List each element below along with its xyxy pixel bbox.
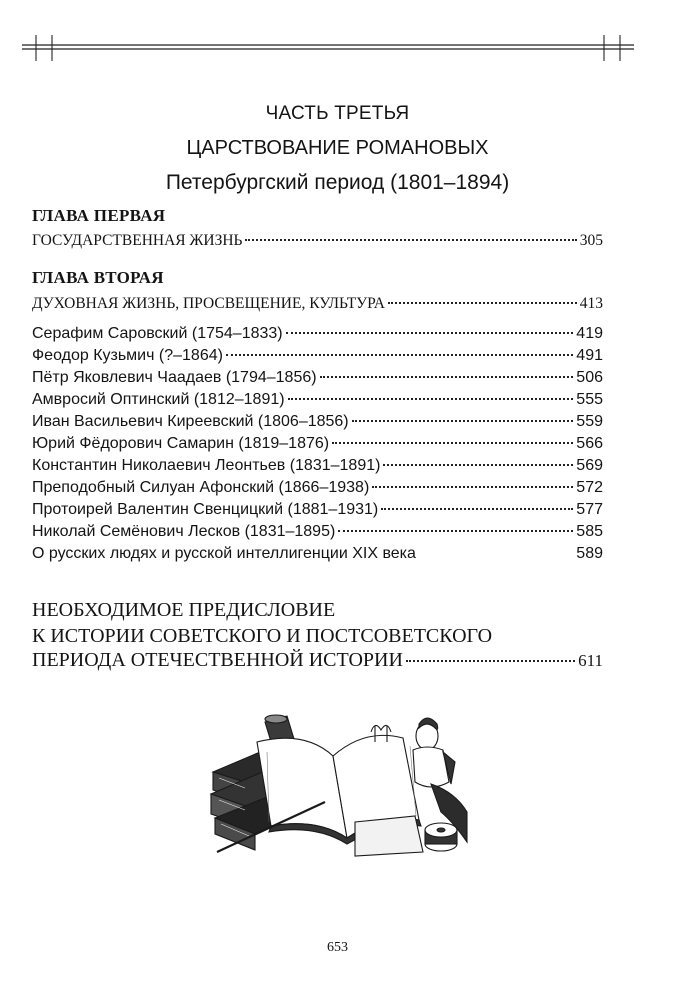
- dot-leader: [381, 508, 573, 510]
- part-title: ЧАСТЬ ТРЕТЬЯ: [265, 103, 410, 124]
- toc-entry-page: 555: [576, 391, 603, 408]
- toc-entry-title: Пётр Яковлевич Чаадаев (1794–1856): [32, 369, 317, 386]
- page-number: 653: [327, 940, 348, 955]
- toc-entry-title: Феодор Кузьмич (?–1864): [32, 347, 223, 364]
- dot-leader: [406, 660, 575, 662]
- toc-entry-title: Константин Николаевич Леонтьев (1831–1891): [32, 457, 381, 474]
- toc-entry[interactable]: [32, 649, 603, 672]
- toc-entry[interactable]: [32, 232, 603, 250]
- toc-entry[interactable]: [32, 435, 603, 453]
- toc-entry[interactable]: [32, 391, 603, 409]
- dot-leader: [320, 376, 574, 378]
- toc-entry-title: Юрий Фёдорович Самарин (1819–1876): [32, 435, 330, 452]
- toc-entry[interactable]: [32, 413, 603, 431]
- dot-leader: [288, 398, 574, 400]
- toc-entry-title: Преподобный Силуан Афонский (1866–1938): [32, 479, 370, 496]
- toc-entry-page: 577: [576, 501, 603, 518]
- toc-entry[interactable]: [32, 479, 603, 497]
- dot-leader: [352, 420, 574, 422]
- chapter-heading: ГЛАВА ПЕРВАЯ: [32, 206, 166, 225]
- dot-leader: [226, 354, 573, 356]
- toc-entry-page: 585: [576, 523, 603, 540]
- dot-leader: [245, 239, 576, 241]
- toc-entry[interactable]: [32, 325, 603, 343]
- toc-entry-title: Серафим Саровский (1754–1833): [32, 325, 283, 342]
- dot-leader: [332, 442, 573, 444]
- toc-entry-title: ДУХОВНАЯ ЖИЗНЬ, ПРОСВЕЩЕНИЕ, КУЛЬТУРА: [32, 295, 385, 312]
- toc-entry[interactable]: [32, 457, 603, 475]
- toc-entry[interactable]: [32, 545, 603, 563]
- dot-leader: [286, 332, 574, 334]
- toc-entry[interactable]: [32, 523, 603, 541]
- toc-entry-title: ГОСУДАРСТВЕННАЯ ЖИЗНЬ: [32, 232, 243, 249]
- toc-entry[interactable]: [32, 295, 603, 313]
- toc-entry-page: 611: [578, 651, 603, 670]
- dot-leader: [383, 464, 573, 466]
- chapter-heading: ГЛАВА ВТОРАЯ: [32, 268, 164, 287]
- ornamental-rule-icon: [22, 33, 634, 63]
- afterword-title-line: К ИСТОРИИ СОВЕТСКОГО И ПОСТСОВЕТСКОГО: [32, 625, 493, 647]
- dot-leader: [388, 302, 577, 304]
- toc-entry[interactable]: [32, 369, 603, 387]
- toc-entry-page: 559: [576, 413, 603, 430]
- toc-entry[interactable]: [32, 347, 603, 365]
- toc-entry[interactable]: [32, 501, 603, 519]
- toc-entry-page: 589: [576, 545, 603, 562]
- toc-entry-page: 566: [576, 435, 603, 452]
- dot-leader: [338, 530, 573, 532]
- toc-entry-title: ПЕРИОДА ОТЕЧЕСТВЕННОЙ ИСТОРИИ: [32, 649, 403, 671]
- toc-entry-title: Протоирей Валентин Свенцицкий (1881–1931): [32, 501, 379, 518]
- period-title: Петербургский период (1801–1894): [165, 171, 510, 194]
- toc-entry-title: Иван Васильевич Киреевский (1806–1856): [32, 413, 349, 430]
- open-book-still-life-icon: [205, 702, 470, 862]
- toc-entry-title: Амвросий Оптинский (1812–1891): [32, 391, 285, 408]
- toc-entry-page: 413: [579, 295, 603, 312]
- afterword-title-line: НЕОБХОДИМОЕ ПРЕДИСЛОВИЕ: [32, 599, 336, 621]
- toc-entry-page: 491: [576, 347, 603, 364]
- toc-entry-page: 419: [576, 325, 603, 342]
- toc-entry-title: Николай Семёнович Лесков (1831–1895): [32, 523, 336, 540]
- toc-entry-page: 572: [576, 479, 603, 496]
- toc-entry-page: 305: [579, 232, 603, 249]
- part-subtitle: ЦАРСТВОВАНИЕ РОМАНОВЫХ: [186, 137, 489, 159]
- toc-entry-title: О русских людях и русской интеллигенции XIX века: [32, 545, 416, 562]
- toc-entry-page: 569: [576, 457, 603, 474]
- dot-leader: [372, 486, 573, 488]
- toc-entry-page: 506: [576, 369, 603, 386]
